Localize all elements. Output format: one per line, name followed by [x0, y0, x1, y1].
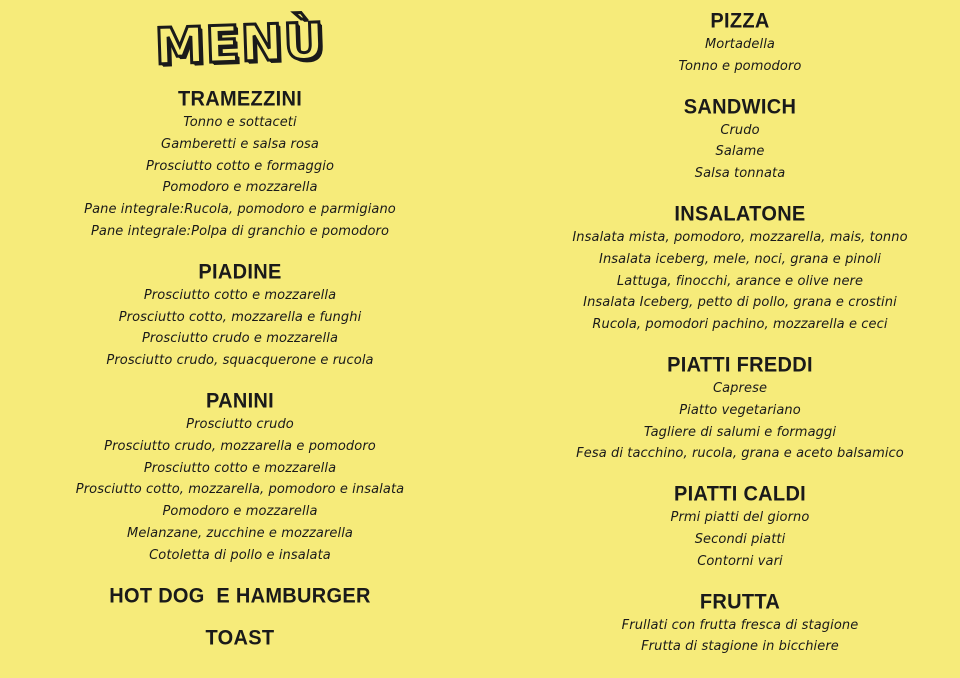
- section-heading: INSALATONE: [674, 202, 806, 226]
- section-heading: TRAMEZZINI: [177, 87, 303, 111]
- menu-item: Secondi piatti: [694, 531, 786, 547]
- menu-item: Cotoletta di pollo e insalata: [149, 547, 331, 563]
- menu-item: Contorni vari: [697, 553, 783, 569]
- section-toast: [30, 625, 450, 651]
- menu-item: Tonno e sottaceti: [183, 115, 297, 130]
- menu-item: Insalata mista, pomodoro, mozzarella, mais, tonno: [572, 229, 908, 245]
- section-heading: TOAST: [205, 625, 275, 650]
- menu-item: Salame: [715, 144, 765, 160]
- section-heading: PIZZA: [710, 9, 770, 33]
- menu-item: Prosciutto crudo e mozzarella: [141, 331, 339, 347]
- menu-item: Frullati con frutta fresca di stagione: [621, 617, 859, 633]
- menu-item: Fesa di tacchino, rucola, grana e aceto balsamico: [576, 446, 904, 462]
- section-tramezzini: [30, 86, 450, 243]
- menu-item: Rucola, pomodori pachino, mozzarella e ceci: [592, 317, 888, 333]
- menu-item: Pomodoro e mozzarella: [162, 504, 318, 520]
- menu-item: Tagliere di salumi e formaggi: [643, 424, 837, 440]
- menu-item: Tonno e pomodoro: [678, 58, 802, 74]
- section-frutta: [540, 589, 940, 659]
- menu-item: Caprese: [712, 380, 768, 396]
- menu-item: Salsa tonnata: [694, 166, 786, 182]
- menu-item: Piatto vegetariano: [679, 402, 801, 418]
- section-insalatone: [540, 201, 940, 336]
- menu-item: Pane integrale:Polpa di granchio e pomodoro: [90, 223, 390, 239]
- menu-item: Prosciutto cotto e formaggio: [145, 158, 335, 174]
- menu-item: Lattuga, finocchi, arance e olive nere: [616, 273, 864, 289]
- section-heading: SANDWICH: [683, 95, 797, 119]
- menu-item: Prosciutto cotto e mozzarella: [143, 460, 337, 476]
- menu-item: Prosciutto cotto e mozzarella: [143, 287, 337, 303]
- section-piatti-freddi: [540, 352, 940, 465]
- section-heading: PANINI: [205, 389, 275, 413]
- menu-item: Pane integrale:Rucola, pomodoro e parmigiano: [84, 202, 396, 218]
- section-pizza: [540, 8, 940, 78]
- menu-item: Prosciutto crudo: [186, 416, 294, 432]
- right-column: [540, 0, 940, 658]
- menu-item: Insalata Iceberg, petto di pollo, grana e crostini: [583, 295, 897, 311]
- menu-item: Insalata iceberg, mele, noci, grana e pinoli: [599, 251, 881, 267]
- menu-item: Prosciutto cotto, mozzarella, pomodoro e insalata: [75, 482, 405, 498]
- section-sandwich: [540, 94, 940, 185]
- menu-item: Frutta di stagione in bicchiere: [641, 639, 839, 655]
- section-heading: PIATTI CALDI: [673, 482, 807, 506]
- left-column: [30, 0, 450, 651]
- menu-item: Prosciutto cotto, mozzarella e funghi: [118, 309, 362, 325]
- menu-item: Gamberetti e salsa rosa: [161, 136, 319, 152]
- menu-item: Mortadella: [704, 37, 776, 52]
- menu-item: Pomodoro e mozzarella: [162, 180, 318, 196]
- menu-item: Prosciutto crudo, squacquerone e rucola: [106, 353, 374, 369]
- section-piadine: [30, 259, 450, 372]
- section-hot-dog-hamburger: [30, 583, 450, 609]
- section-heading: PIADINE: [198, 260, 282, 284]
- menu-title: MENÙ: [153, 12, 327, 76]
- menu-item: Melanzane, zucchine e mozzarella: [127, 525, 353, 541]
- menu-item: Crudo: [720, 122, 760, 138]
- section-heading: PIATTI FREDDI: [667, 353, 813, 377]
- section-piatti-caldi: [540, 481, 940, 572]
- menu-item: Prmi piatti del giorno: [670, 510, 810, 526]
- menu-item: Prosciutto crudo, mozzarella e pomodoro: [104, 438, 376, 454]
- section-heading: HOT DOG E HAMBURGER: [109, 583, 371, 608]
- section-panini: [30, 388, 450, 567]
- section-heading: FRUTTA: [699, 589, 781, 614]
